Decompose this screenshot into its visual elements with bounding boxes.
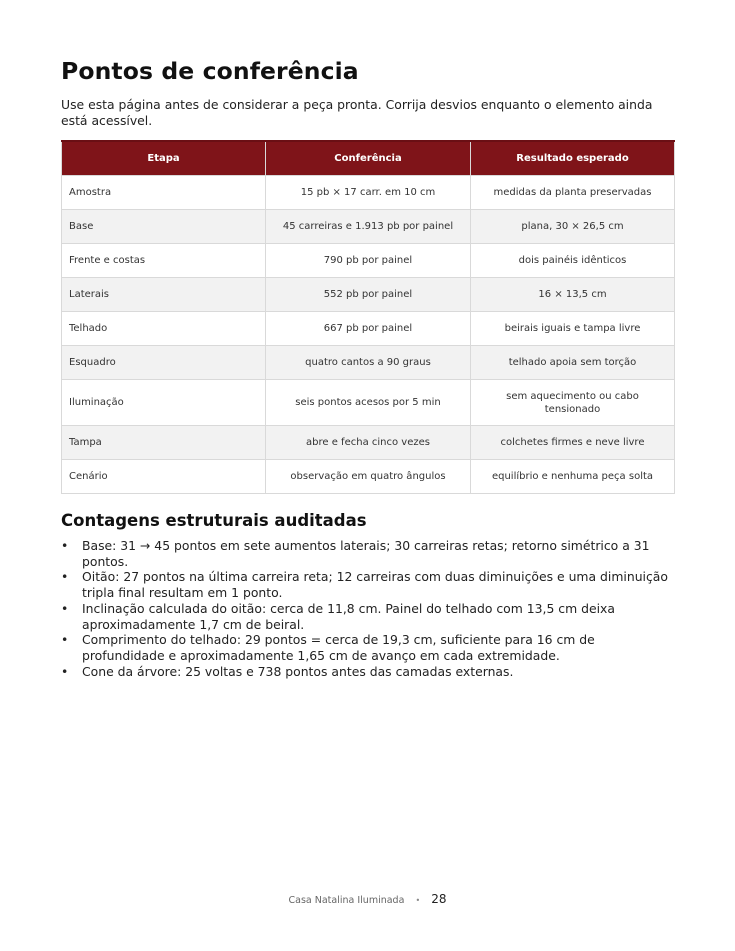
cell-step: Tampa: [62, 426, 266, 460]
table-row: [62, 210, 675, 244]
cell-result: dois painéis idênticos: [471, 244, 675, 278]
column-header-result: Resultado esperado: [471, 141, 675, 176]
page-footer: [0, 892, 735, 906]
table-row: [62, 426, 675, 460]
section-title: Contagens estruturais auditadas: [61, 511, 367, 530]
checkpoints-table: [61, 140, 675, 494]
cell-step: Iluminação: [62, 380, 266, 426]
page-number: 28: [431, 892, 447, 906]
list-item: [61, 569, 676, 600]
list-item: [61, 538, 676, 569]
intro-paragraph: Use esta página antes de considerar a peça pronta. Corrija desvios enquanto o elemento ainda está acessível.: [61, 97, 653, 128]
bullet-icon: •: [61, 632, 69, 648]
cell-check: 15 pb × 17 carr. em 10 cm: [266, 176, 471, 210]
cell-result: equilíbrio e nenhuma peça solta: [471, 460, 675, 494]
cell-result: sem aquecimento ou cabo tensionado: [471, 380, 675, 426]
table-row: [62, 346, 675, 380]
footer-separator: •: [415, 896, 421, 905]
table-row: [62, 380, 675, 426]
table-row: [62, 278, 675, 312]
cell-check: 45 carreiras e 1.913 pb por painel: [266, 210, 471, 244]
table-row: [62, 460, 675, 494]
cell-step: Amostra: [62, 176, 266, 210]
list-item: [61, 664, 676, 680]
list-item: [61, 632, 676, 663]
cell-check: 667 pb por painel: [266, 312, 471, 346]
table-header-row: [62, 141, 675, 176]
bullet-icon: •: [61, 663, 69, 679]
page-title: Pontos de conferência: [61, 57, 359, 85]
structural-counts-list: [61, 538, 676, 679]
cell-check: quatro cantos a 90 graus: [266, 346, 471, 380]
cell-result: beirais iguais e tampa livre: [471, 312, 675, 346]
footer-book-title: Casa Natalina Iluminada: [288, 895, 405, 906]
cell-result: telhado apoia sem torção: [471, 346, 675, 380]
cell-step: Laterais: [62, 278, 266, 312]
cell-check: 790 pb por painel: [266, 244, 471, 278]
list-item-text: Inclinação calculada do oitão: cerca de 11,8 cm. Painel do telhado com 13,5 cm deixa aproximadamente 1,7 cm de beiral.: [82, 600, 615, 632]
column-header-step: Etapa: [62, 141, 266, 176]
cell-check: 552 pb por painel: [266, 278, 471, 312]
table-row: [62, 176, 675, 210]
cell-result: plana, 30 × 26,5 cm: [471, 210, 675, 244]
cell-step: Frente e costas: [62, 244, 266, 278]
list-item-text: Cone da árvore: 25 voltas e 738 pontos antes das camadas externas.: [82, 663, 514, 679]
cell-step: Esquadro: [62, 346, 266, 380]
list-item: [61, 601, 676, 632]
cell-step: Base: [62, 210, 266, 244]
cell-result: colchetes firmes e neve livre: [471, 426, 675, 460]
list-item-text: Comprimento do telhado: 29 pontos = cerca de 19,3 cm, suficiente para 16 cm de profundidade e aproximadamente 1,65 cm de avanço em cada extremidade.: [82, 632, 595, 663]
cell-step: Cenário: [62, 460, 266, 494]
cell-check: abre e fecha cinco vezes: [266, 426, 471, 460]
table-row: [62, 312, 675, 346]
cell-check: observação em quatro ângulos: [266, 460, 471, 494]
bullet-icon: •: [61, 538, 69, 553]
bullet-icon: •: [61, 569, 69, 585]
list-item-text: Oitão: 27 pontos na última carreira reta; 12 carreiras com duas diminuições e uma diminuição tripla final resultam em 1 ponto.: [82, 569, 668, 601]
cell-result: medidas da planta preservadas: [471, 176, 675, 210]
cell-check: seis pontos acesos por 5 min: [266, 380, 471, 426]
cell-result: 16 × 13,5 cm: [471, 278, 675, 312]
list-item-text: Base: 31 → 45 pontos em sete aumentos laterais; 30 carreiras retas; retorno simétrico a 31 pontos.: [82, 538, 650, 569]
cell-step: Telhado: [62, 312, 266, 346]
bullet-icon: •: [61, 600, 69, 616]
column-header-check: Conferência: [266, 141, 471, 176]
table-row: [62, 244, 675, 278]
